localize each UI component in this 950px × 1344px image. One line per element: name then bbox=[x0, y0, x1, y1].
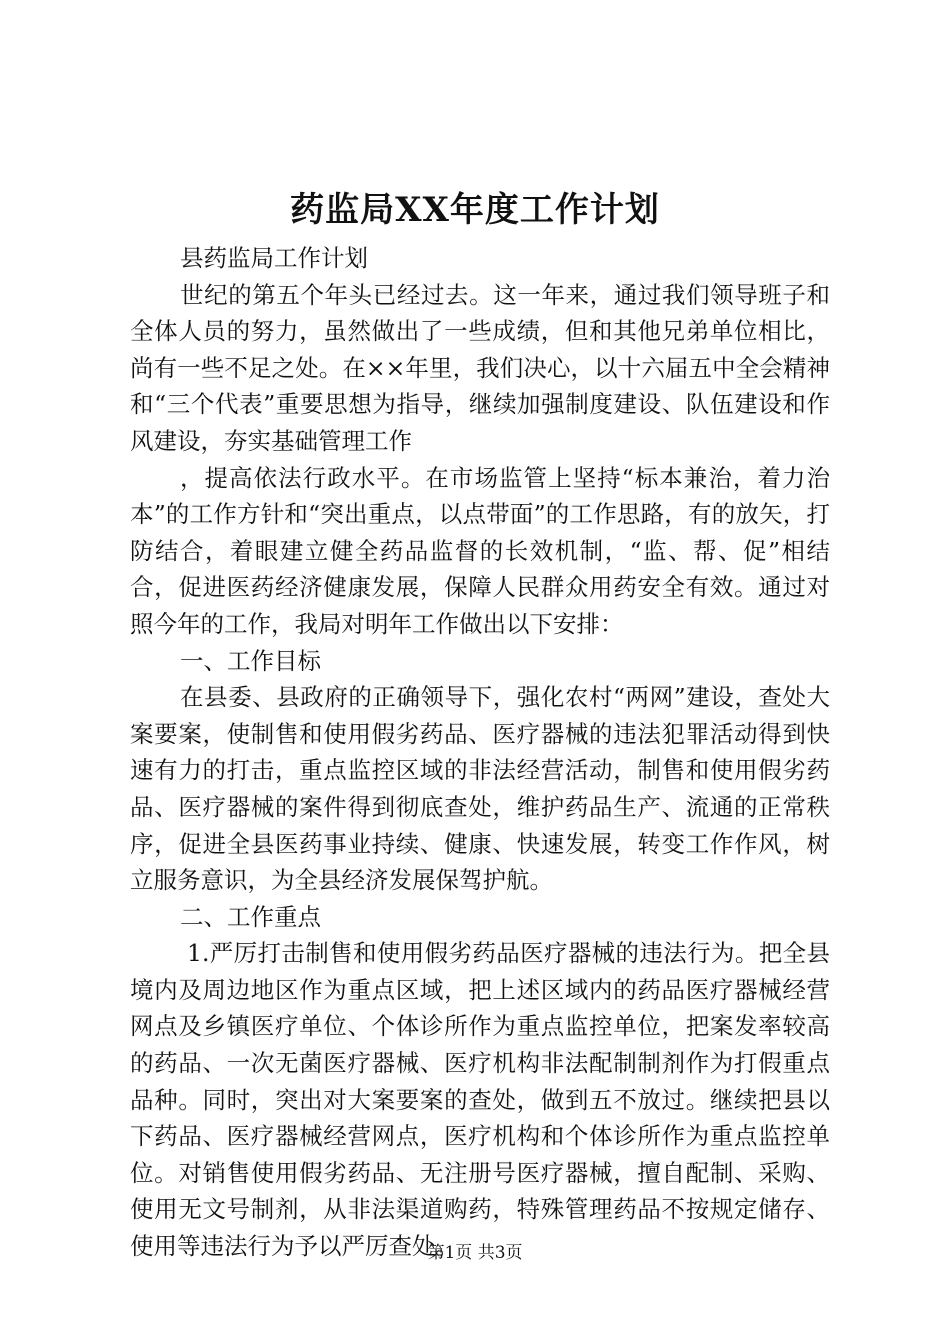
goals-paragraph: 在县委、县政府的正确领导下，强化农村“两网”建设，查处大案要案，使制售和使用假劣药品、医疗器械的违法犯罪活动得到快速有力的打击，重点监控区域的非法经营活动，制售和使用假劣药品、医疗器械的案件得到彻底查处，维护药品生产、流通的正常秩序，促进全县医药事业持续、健康、快速发展，转变工作作风，树立服务意识，为全县经济发展保驾护航。 bbox=[130, 683, 830, 895]
section-heading-goals: 一、工作目标 bbox=[180, 646, 321, 675]
section-heading-priorities: 二、工作重点 bbox=[180, 902, 321, 931]
intro-paragraph: 世纪的第五个年头已经过去。这一年来，通过我们领导班子和全体人员的努力，虽然做出了一些成绩，但和其他兄弟单位相比，尚有一些不足之处。在××年里，我们决心，以十六届五中全会精神和“三个代表”重要思想为指导，继续加强制度建设、队伍建设和作风建设，夯实基础管理工作 bbox=[130, 280, 830, 455]
document-title: 药监局XX年度工作计划 bbox=[290, 190, 660, 230]
intro-continuation-paragraph: ，提高依法行政水平。在市场监管上坚持“标本兼治，着力治本”的工作方针和“突出重点，以点带面”的工作思路，有的放矢，打防结合，着眼建立健全药品监督的长效机制，“监、帮、促”相结合，促进医药经济健康发展，保障人民群众用药安全有效。通过对照今年的工作，我局对明年工作做出以下安排： bbox=[130, 463, 830, 638]
subtitle-paragraph: 县药监局工作计划 bbox=[180, 244, 368, 272]
page-footer: 第1页 共3页 bbox=[427, 1243, 523, 1263]
priority-item-1-paragraph: 1.严厉打击制售和使用假劣药品医疗器械的违法行为。把全县境内及周边地区作为重点区域，把上述区域内的药品医疗器械经营网点及乡镇医疗单位、个体诊所作为重点监控单位，把案发率较高的药品、一次无菌医疗器械、医疗机构非法配制制剂作为打假重点品种。同时，突出对大案要案的查处，做到五不放过。继续把县以下药品、医疗器械经营网点，医疗机构和个体诊所作为重点监控单位。对销售使用假劣药品、无注册号医疗器械，擅自配制、采购、使用无文号制剂，从非法渠道购药，特殊管理药品不按规定储存、使用等违法行为予以严厉查处。 bbox=[130, 939, 830, 1261]
document-body bbox=[130, 240, 830, 1265]
